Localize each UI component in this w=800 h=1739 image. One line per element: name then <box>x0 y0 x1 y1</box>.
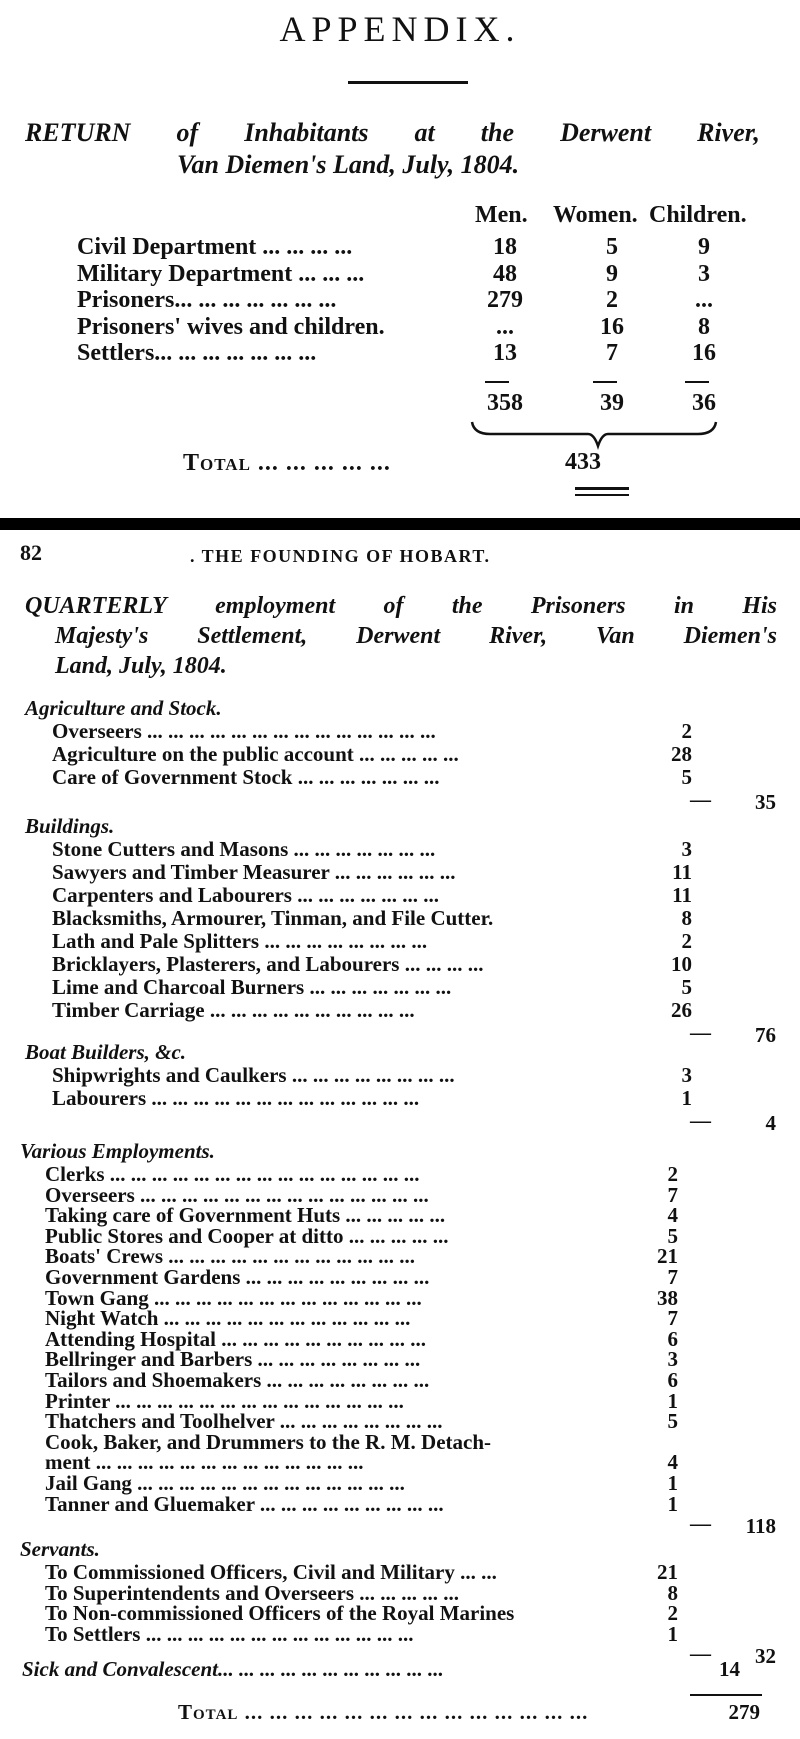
employment-label: Overseers ... ... ... ... ... ... ... ... ... ... ... ... ... ... <box>45 1182 429 1207</box>
employment-label: Shipwrights and Caulkers ... ... ... ... ... ... ... ... <box>52 1063 455 1087</box>
employment-value: 7 <box>667 1182 678 1207</box>
sick-label: Sick and Convalescent... ... ... ... ... ... ... ... ... ... ... <box>22 1657 444 1681</box>
return-row <box>77 340 777 366</box>
section-title: Agriculture and Stock. <box>25 696 222 720</box>
employment-row <box>52 861 692 884</box>
employment-row <box>52 930 692 953</box>
return-row <box>77 314 777 340</box>
employment-row <box>45 1244 685 1269</box>
employment-value: 6 <box>667 1368 678 1392</box>
employment-label: To Superintendents and Overseers ... ... ... ... ... <box>45 1580 460 1605</box>
section-title: Various Employments. <box>20 1139 215 1163</box>
section-subtotal: 32 <box>755 1644 776 1669</box>
heading-word: Derwent <box>560 118 652 147</box>
employment-row <box>45 1390 685 1411</box>
employment-label: Bellringer and Barbers ... ... ... ... ... ... ... ... <box>45 1347 421 1372</box>
employment-row <box>52 766 692 789</box>
employment-row <box>52 1064 692 1087</box>
section-subtotal: 76 <box>755 1023 776 1047</box>
employment-value: 4 <box>667 1203 678 1228</box>
employment-label: Attending Hospital ... ... ... ... ... ... ... ... ... ... <box>45 1326 426 1351</box>
employment-row <box>52 907 692 930</box>
employment-row <box>45 1409 685 1434</box>
employment-value: 5 <box>681 765 692 789</box>
employment-value: 26 <box>671 998 692 1022</box>
employment-label: Labourers ... ... ... ... ... ... ... ... ... ... ... ... ... <box>52 1086 420 1110</box>
return-row-label: Prisoners' wives and children. <box>77 313 385 340</box>
employment-label: Blacksmiths, Armourer, Tinman, and File Cutter. <box>52 906 494 930</box>
employment-label: Carpenters and Labourers ... ... ... ... ... ... ... <box>52 883 439 907</box>
employment-row <box>45 1347 685 1372</box>
employment-row <box>52 720 692 743</box>
return-row-value: 9 <box>606 260 618 287</box>
employment-label: Lath and Pale Splitters ... ... ... ... ... ... ... ... <box>52 929 428 953</box>
quarterly-heading <box>25 591 785 681</box>
employment-label: Bricklayers, Plasterers, and Labourers ... ... ... ... <box>52 952 484 976</box>
employment-row <box>52 1087 692 1110</box>
sick-value: 14 <box>719 1657 740 1681</box>
return-row-value: 13 <box>493 340 517 366</box>
page-number: 82 <box>20 540 42 565</box>
employment-row <box>45 1431 685 1452</box>
employment-label: Overseers ... ... ... ... ... ... ... ... ... ... ... ... ... ... <box>52 719 436 743</box>
total-rule <box>690 1694 762 1696</box>
title-rule <box>348 81 468 84</box>
column-total-children: 36 <box>692 390 716 416</box>
employment-label: Tailors and Shoemakers ... ... ... ... ... ... ... ... <box>45 1368 430 1392</box>
employment-value: 7 <box>667 1265 678 1289</box>
employment-label: Stone Cutters and Masons ... ... ... ... ... ... ... <box>52 837 436 861</box>
employment-label: Care of Government Stock ... ... ... ... ... ... ... <box>52 765 440 789</box>
employment-value: 2 <box>667 1601 678 1626</box>
heading-word: employment <box>215 593 336 619</box>
return-row-value: 5 <box>606 234 618 260</box>
heading-word: Derwent <box>356 623 441 649</box>
employment-value: 3 <box>667 1347 678 1372</box>
employment-value: 2 <box>667 1162 678 1186</box>
return-row-label: Prisoners... ... ... ... ... ... ... <box>77 287 337 313</box>
total-double-rule <box>575 487 629 490</box>
employment-label: To Non-commissioned Officers of the Royal Marines <box>45 1601 515 1626</box>
employment-label: Public Stores and Cooper at ditto ... ... ... ... ... <box>45 1223 449 1248</box>
employment-label: ment ... ... ... ... ... ... ... ... ... ... ... ... ... <box>45 1450 364 1475</box>
employment-row <box>45 1306 685 1331</box>
employment-row <box>45 1623 685 1644</box>
employment-value: 10 <box>671 952 692 976</box>
employment-value: 28 <box>671 742 692 766</box>
return-row-label: Military Department ... ... ... <box>77 260 365 287</box>
employment-value: 2 <box>681 719 692 743</box>
column-rule-women <box>593 381 617 383</box>
heading-word: Majesty's <box>55 623 149 649</box>
employment-label: Night Watch ... ... ... ... ... ... ... ... ... ... ... ... <box>45 1306 411 1331</box>
employment-row <box>45 1493 685 1514</box>
employment-value: 1 <box>667 1471 678 1495</box>
employment-value: 5 <box>667 1409 678 1434</box>
return-row-value: 7 <box>606 340 618 366</box>
section-subtotal: 118 <box>745 1514 776 1539</box>
employment-row <box>52 976 692 999</box>
column-total-women: 39 <box>600 390 624 416</box>
employment-value: 3 <box>681 1063 692 1087</box>
heading-word: Prisoners <box>530 593 626 619</box>
employment-label: To Settlers ... ... ... ... ... ... ... ... ... ... ... ... ... <box>45 1621 414 1646</box>
heading-word: Van <box>596 623 635 649</box>
employment-value: 11 <box>672 883 692 907</box>
employment-label: Timber Carriage ... ... ... ... ... ... ... ... ... ... <box>52 998 415 1022</box>
running-head: . THE FOUNDING OF HOBART. <box>190 546 491 566</box>
heading-word: the <box>480 118 515 147</box>
employment-value: 5 <box>681 975 692 999</box>
employment-label: Tanner and Gluemaker ... ... ... ... ... ... ... ... ... <box>45 1491 444 1516</box>
return-row-value: ... <box>695 287 713 313</box>
employment-label: To Commissioned Officers, Civil and Military ... ... <box>45 1560 497 1584</box>
return-row-value: 9 <box>698 234 710 260</box>
heading-word: Diemen's <box>683 623 777 649</box>
employment-label: Thatchers and Toolhelver ... ... ... ... ... ... ... ... <box>45 1409 443 1434</box>
employment-row <box>45 1328 685 1349</box>
return-heading-line1 <box>25 117 760 149</box>
heading-word: River, <box>697 118 760 147</box>
employment-row <box>52 743 692 766</box>
total-brace <box>470 420 720 450</box>
employment-value: 21 <box>657 1244 678 1269</box>
employment-value: 6 <box>667 1326 678 1351</box>
return-row-label: Civil Department ... ... ... ... <box>77 234 353 260</box>
employment-value: 2 <box>681 929 692 953</box>
employment-value: 8 <box>681 906 692 930</box>
column-header-women: Women. <box>553 202 638 228</box>
employment-row <box>45 1472 685 1493</box>
employment-label: Jail Gang ... ... ... ... ... ... ... ... ... ... ... ... ... <box>45 1471 405 1495</box>
heading-word: the <box>451 593 483 619</box>
appendix-title: APPENDIX. <box>279 9 521 49</box>
column-header-children: Children. <box>649 202 747 228</box>
return-row-value: 18 <box>493 234 517 260</box>
employment-label: Lime and Charcoal Burners ... ... ... ... ... ... ... <box>52 975 452 999</box>
employment-label: Cook, Baker, and Drummers to the R. M. Detach- <box>45 1429 492 1454</box>
page-divider <box>0 518 800 530</box>
employment-row <box>45 1601 685 1626</box>
column-total-men: 358 <box>487 390 523 416</box>
quarterly-heading-line3: Land, July, 1804. <box>55 653 227 679</box>
employment-row <box>45 1163 685 1184</box>
heading-word: at <box>414 118 435 147</box>
quarterly-total-value: 279 <box>728 1700 760 1724</box>
employment-row <box>45 1561 685 1582</box>
employment-label: Sawyers and Timber Measurer ... ... ... ... ... ... <box>52 860 456 884</box>
subtotal-dash: — <box>690 1641 711 1666</box>
employment-row <box>45 1369 685 1390</box>
employment-label: Government Gardens ... ... ... ... ... ... ... ... ... <box>45 1265 430 1289</box>
heading-word: in <box>673 593 694 619</box>
employment-value: 1 <box>667 1621 678 1646</box>
return-row <box>77 234 777 260</box>
employment-row <box>45 1582 685 1603</box>
subtotal-dash: — <box>690 787 711 811</box>
employment-row <box>45 1266 685 1287</box>
heading-word: QUARTERLY <box>25 593 167 619</box>
employment-row <box>45 1287 685 1308</box>
heading-word: of <box>176 118 199 147</box>
employment-row <box>45 1450 685 1475</box>
heading-word: RETURN <box>25 118 131 147</box>
return-row-value: 8 <box>698 313 710 340</box>
employment-value: 1 <box>667 1491 678 1516</box>
heading-word: of <box>383 593 404 619</box>
employment-row <box>52 953 692 976</box>
employment-value: 11 <box>672 860 692 884</box>
employment-value: 21 <box>657 1560 678 1584</box>
employment-label: Printer ... ... ... ... ... ... ... ... ... ... ... ... ... ... <box>45 1388 404 1413</box>
return-row-label: Settlers... ... ... ... ... ... ... <box>77 340 317 366</box>
return-row <box>77 287 777 313</box>
total-double-rule-lower <box>575 494 629 496</box>
subtotal-dash: — <box>690 1108 711 1132</box>
heading-word: Inhabitants <box>244 118 369 147</box>
employment-value: 7 <box>667 1306 678 1331</box>
employment-value: 3 <box>681 837 692 861</box>
section-title: Buildings. <box>25 814 115 838</box>
return-row-value: 48 <box>493 260 517 287</box>
column-rule-children <box>685 381 709 383</box>
employment-row <box>52 838 692 861</box>
column-rule-men <box>485 381 509 383</box>
employment-value: 1 <box>681 1086 692 1110</box>
return-row-value: 16 <box>692 340 716 366</box>
return-row-value: ... <box>496 313 514 340</box>
return-heading-line2: Van Diemen's Land, July, 1804. <box>177 150 520 179</box>
employment-label: Taking care of Government Huts ... ... ... ... ... <box>45 1203 446 1228</box>
return-total-label: Total ... ... ... ... ... <box>183 450 391 476</box>
employment-row <box>52 999 692 1022</box>
employment-row <box>45 1184 685 1205</box>
return-row-value: 2 <box>606 287 618 313</box>
subtotal-dash: — <box>690 1511 711 1536</box>
section-title: Servants. <box>20 1537 100 1561</box>
employment-value: 4 <box>667 1450 678 1475</box>
section-title: Boat Builders, &c. <box>25 1040 187 1064</box>
return-row-value: 279 <box>487 287 523 313</box>
employment-row <box>52 884 692 907</box>
return-heading <box>25 117 785 181</box>
subtotal-dash: — <box>690 1020 711 1044</box>
employment-label: Agriculture on the public account ... ... ... ... ... <box>52 742 459 766</box>
employment-label: Clerks ... ... ... ... ... ... ... ... ... ... ... ... ... ... ... <box>45 1162 420 1186</box>
heading-word: His <box>742 593 777 619</box>
employment-label: Boats' Crews ... ... ... ... ... ... ... ... ... ... ... ... <box>45 1244 416 1269</box>
employment-value: 38 <box>657 1285 678 1310</box>
heading-word: River, <box>489 623 548 649</box>
employment-value: 8 <box>667 1580 678 1605</box>
return-row-value: 3 <box>698 260 710 287</box>
employment-row <box>45 1203 685 1228</box>
employment-row <box>45 1225 685 1246</box>
employment-value: 1 <box>667 1388 678 1413</box>
return-grand-total: 433 <box>565 449 601 475</box>
employment-label: Town Gang ... ... ... ... ... ... ... ... ... ... ... ... ... <box>45 1285 422 1310</box>
return-row <box>77 261 777 287</box>
section-subtotal: 4 <box>765 1111 776 1135</box>
quarterly-total-label: Total ... ... ... ... ... ... ... ... ... ... ... ... ... ... <box>178 1700 589 1724</box>
column-header-men: Men. <box>475 202 528 228</box>
section-subtotal: 35 <box>755 790 776 814</box>
quarterly-heading-line1 <box>25 591 777 621</box>
employment-value: 5 <box>667 1223 678 1248</box>
return-row-value: 16 <box>600 313 624 340</box>
quarterly-heading-line2 <box>55 621 777 651</box>
heading-word: Settlement, <box>197 623 308 649</box>
